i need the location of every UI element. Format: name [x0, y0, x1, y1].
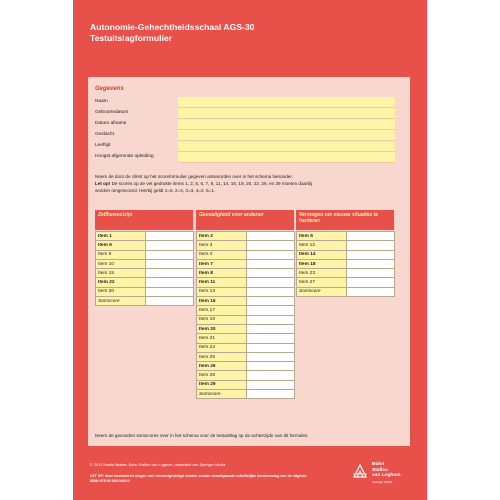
score-box[interactable] — [247, 241, 295, 250]
score-box[interactable] — [247, 343, 295, 352]
label-datum-afname: Datum afname — [95, 121, 127, 126]
item-label: Item 25 — [197, 352, 247, 361]
field-geslacht[interactable] — [178, 130, 395, 141]
score-row — [197, 269, 295, 278]
score-row — [197, 371, 295, 380]
score-row — [197, 380, 295, 389]
item-label: Item 27 — [297, 278, 347, 287]
somscore-label: Somscore — [197, 390, 247, 399]
header-vermogen: Vermogen om nieuwe situaties te hanteren — [296, 210, 394, 230]
score-box[interactable] — [247, 362, 295, 371]
score-row — [297, 278, 395, 287]
item-label: Item 10 — [96, 259, 146, 268]
score-box[interactable] — [347, 269, 395, 278]
score-row — [197, 278, 295, 287]
score-box[interactable] — [247, 315, 295, 324]
item-label: Item 12 — [297, 241, 347, 250]
label-naam: Naam — [95, 99, 108, 104]
field-naam[interactable] — [178, 97, 395, 108]
somscore-box[interactable] — [347, 287, 395, 296]
score-box[interactable] — [347, 232, 395, 241]
score-row — [96, 278, 194, 287]
item-label: Item 9 — [96, 250, 146, 259]
score-row — [197, 297, 295, 306]
score-row — [297, 250, 395, 259]
score-row — [297, 232, 395, 241]
item-label: Item 23 — [297, 269, 347, 278]
score-row — [96, 287, 194, 296]
item-label: Item 3 — [197, 241, 247, 250]
score-box[interactable] — [247, 287, 295, 296]
item-label: Item 6 — [96, 241, 146, 250]
item-label: Item 11 — [197, 278, 247, 287]
instructions-line-2-text: De scores op de vet gedrukte items 1, 2, 5, 6, 7, 8, 11, 14, 16, 19, 20, 22, 26, en 29 moeten daarbij — [110, 181, 313, 186]
score-row — [197, 334, 295, 343]
field-leeftijd[interactable] — [178, 141, 395, 152]
item-label: Item 22 — [96, 278, 146, 287]
item-label: Item 14 — [297, 250, 347, 259]
score-box[interactable] — [146, 259, 194, 268]
score-row — [297, 259, 395, 268]
item-label: Item 26 — [197, 362, 247, 371]
score-row — [197, 324, 295, 333]
somscore-box[interactable] — [247, 390, 295, 399]
item-label: Item 15 — [96, 269, 146, 278]
label-geboortedatum: Geboortedatum — [95, 110, 129, 115]
score-row — [96, 232, 194, 241]
score-box[interactable] — [146, 241, 194, 250]
score-box[interactable] — [247, 269, 295, 278]
score-row — [197, 241, 295, 250]
item-label: Item 7 — [197, 259, 247, 268]
title-line-1: Autonomie-Gehechtheidsschaal AGS-30 — [90, 22, 255, 32]
score-row — [197, 306, 295, 315]
item-label: Item 8 — [197, 269, 247, 278]
score-box[interactable] — [247, 259, 295, 268]
score-row — [197, 362, 295, 371]
item-label: Item 30 — [96, 287, 146, 296]
item-label: Item 5 — [297, 232, 347, 241]
somscore-box[interactable] — [146, 297, 194, 306]
score-row — [197, 232, 295, 241]
score-box[interactable] — [247, 232, 295, 241]
let-op-label: Let op! — [95, 181, 111, 186]
item-label: Item 16 — [197, 297, 247, 306]
score-box[interactable] — [146, 250, 194, 259]
item-label: Item 28 — [197, 371, 247, 380]
score-row — [197, 343, 295, 352]
score-box[interactable] — [347, 250, 395, 259]
item-label: Item 19 — [197, 315, 247, 324]
publisher-name-line-1: Bohn — [372, 462, 385, 467]
score-row — [197, 315, 295, 324]
item-label: Item 2 — [197, 232, 247, 241]
table-zelfbewustzijn — [95, 231, 194, 306]
title-line-2: Testuitslagformulier — [90, 33, 172, 43]
score-row — [297, 269, 395, 278]
score-row — [297, 241, 395, 250]
footer-note: Neem de gevonden somscores over in het schema voor de testuitslag op de achterzijde van dit formulier. — [95, 433, 309, 438]
disclaimer: LET OP: deze formulieren mogen niet vermenigvuldigd worden zonder voorafgaande schriftelijke toestemming van de uitgever. ISBN 978 90 368 0464 0 — [90, 474, 308, 483]
copyright: © 2013 Martin Bekker, Bohn Stafleu van Loghum, onderdeel van Springer Media — [90, 463, 226, 467]
item-label: Item 20 — [197, 324, 247, 333]
score-box[interactable] — [247, 334, 295, 343]
score-box[interactable] — [247, 297, 295, 306]
form-title — [90, 22, 254, 44]
item-label: Item 4 — [197, 250, 247, 259]
header-gevoeligheid: Gevoeligheid voor anderen — [196, 210, 294, 230]
table-gevoeligheid — [196, 231, 295, 399]
instructions-line-2 — [95, 180, 395, 187]
label-geslacht: Geslacht — [95, 132, 114, 137]
score-box[interactable] — [247, 278, 295, 287]
instructions-line-1: Neem de door de cliënt op het scoreformulier gegeven antwoorden over in het schema hieronder. — [95, 174, 293, 179]
score-row — [197, 287, 295, 296]
score-box[interactable] — [247, 371, 295, 380]
gegevens-title: Gegevens — [95, 86, 124, 92]
field-datum-afname[interactable] — [178, 119, 395, 130]
publisher-sub: Springer Media — [372, 480, 393, 484]
score-box[interactable] — [247, 306, 295, 315]
score-row — [197, 259, 295, 268]
somscore-label: Somscore — [96, 297, 146, 306]
score-row — [96, 259, 194, 268]
item-label: Item 18 — [297, 259, 347, 268]
somscore-label: Somscore — [297, 287, 347, 296]
item-label: Item 13 — [197, 287, 247, 296]
score-box[interactable] — [347, 259, 395, 268]
score-box[interactable] — [247, 380, 295, 389]
score-row — [197, 352, 295, 361]
publisher-logo-icon — [352, 463, 368, 479]
header-zelfbewustzijn: Zelfbewustzijn — [95, 210, 193, 230]
score-box[interactable] — [146, 269, 194, 278]
score-box[interactable] — [247, 352, 295, 361]
publisher-name-line-2: Stafleu — [372, 467, 388, 473]
score-row — [96, 250, 194, 259]
score-box[interactable] — [146, 287, 194, 296]
score-box[interactable] — [146, 278, 194, 287]
field-opleiding[interactable] — [178, 152, 395, 163]
instructions — [95, 173, 395, 194]
label-opleiding: Hoogst afgeronde opleiding — [95, 154, 154, 159]
score-box[interactable] — [146, 232, 194, 241]
publisher-name-line-3: van Loghum — [372, 473, 401, 478]
item-label: Item 24 — [197, 343, 247, 352]
table-vermogen — [296, 231, 395, 297]
score-row — [96, 241, 194, 250]
score-box[interactable] — [347, 241, 395, 250]
score-row — [197, 250, 295, 259]
score-row — [96, 269, 194, 278]
instructions-line-3: worden omgescoord. Hierbij geldt 1=5, 2=4, 3=3, 4=2, 5=1. — [95, 188, 216, 193]
item-label: Item 17 — [197, 306, 247, 315]
label-leeftijd: Leeftijd — [95, 143, 111, 148]
score-row — [297, 287, 395, 296]
publisher-name — [372, 462, 401, 479]
item-label: Item 1 — [96, 232, 146, 241]
score-row — [197, 390, 295, 399]
item-label: Item 29 — [197, 380, 247, 389]
score-box[interactable] — [247, 250, 295, 259]
score-box[interactable] — [247, 324, 295, 333]
field-geboortedatum[interactable] — [178, 108, 395, 119]
score-row — [96, 297, 194, 306]
score-box[interactable] — [347, 278, 395, 287]
item-label: Item 21 — [197, 334, 247, 343]
